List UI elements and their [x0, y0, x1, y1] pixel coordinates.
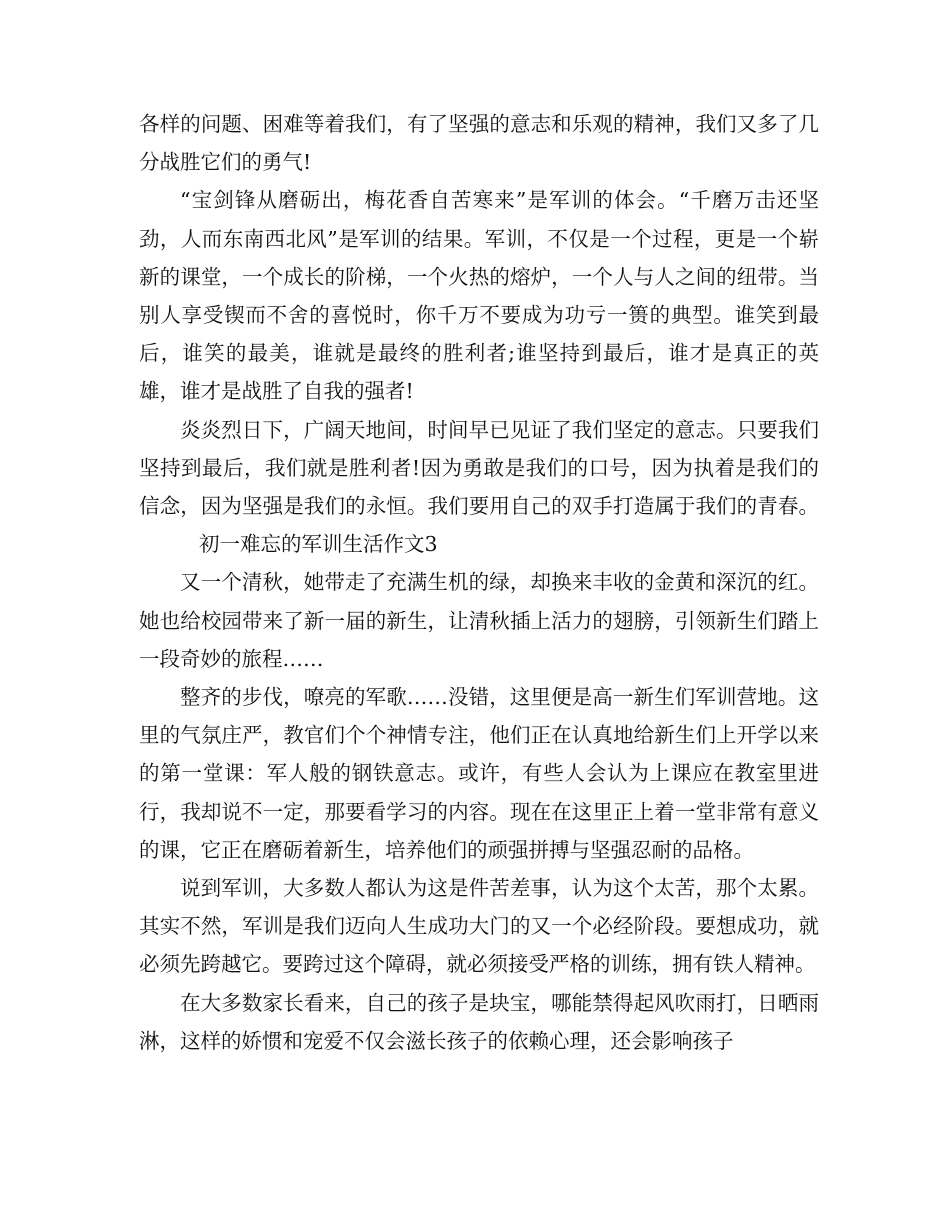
- paragraph-continued: [139, 105, 819, 181]
- paragraph-text: 整齐的步伐，嘹亮的军歌……没错，这里便是高一新生们军训营地。这里的气氛庄严，教官们个个神情专注，他们正在认真地给新生们上开学以来的第一堂课：军人般的钢铁意志。或许，有些人会认为上课应在教室里进行，我却说不一定，那要看学习的内容。现在在这里正上着一堂非常有意义的课，它正在磨砺着新生，培养他们的顽强拼搏与坚强忍耐的品格。: [139, 685, 819, 862]
- paragraph-text: 说到军训，大多数人都认为这是件苦差事，认为这个太苦，那个太累。其实不然，军训是我们迈向人生成功大门的又一个必经阶段。要想成功，就必须先跨越它。要跨过这个障碍，就必须接受严格的训练，拥有铁人精神。: [139, 876, 819, 977]
- paragraph-text: 炎炎烈日下，广阔天地间，时间早已见证了我们坚定的意志。只要我们坚持到最后，我们就是胜利者!因为勇敢是我们的口号，因为执着是我们的信念，因为坚强是我们的永恒。我们要用自己的双手打造属于我们的青春。: [139, 417, 819, 519]
- paragraph-blazing-sun: [139, 411, 819, 564]
- paragraph-text: 又一个清秋，她带走了充满生机的绿，却换来丰收的金黄和深沉的红。她也给校园带来了新一届的新生，让清秋插上活力的翅膀，引领新生们踏上一段奇妙的旅程……: [139, 570, 819, 671]
- paragraph-parents: [139, 984, 819, 1060]
- essay-title: 初一难忘的军训生活作文3: [199, 532, 438, 557]
- paragraph-hardship: [139, 869, 819, 984]
- paragraph-text: 各样的问题、困难等着我们，有了坚强的意志和乐观的精神，我们又多了几分战胜它们的勇气!: [139, 112, 819, 175]
- paragraph-text: 在大多数家长看来，自己的孩子是块宝，哪能禁得起风吹雨打，日晒雨淋，这样的娇惯和宠爱不仅会滋长孩子的依赖心理，还会影响孩子: [139, 990, 819, 1053]
- paragraph-marching: [139, 678, 819, 869]
- paragraph-training-experience: [139, 181, 819, 410]
- document-body: [139, 105, 819, 1060]
- paragraph-text: “宝剑锋从磨砺出，梅花香自苦寒来”是军训的体会。“千磨万击还坚劲，人而东南西北风”是军训的结果。军训，不仅是一个过程，更是一个崭新的课堂，一个成长的阶梯，一个火热的熔炉，一个人与人之间的纽带。当别人享受锲而不舍的喜悦时，你千万不要成为功亏一篑的典型。谁笑到最后，谁笑的最美，谁就是最终的胜利者;谁坚持到最后，谁才是真正的英雄，谁才是战胜了自我的强者!: [139, 188, 819, 404]
- paragraph-autumn: [139, 563, 819, 678]
